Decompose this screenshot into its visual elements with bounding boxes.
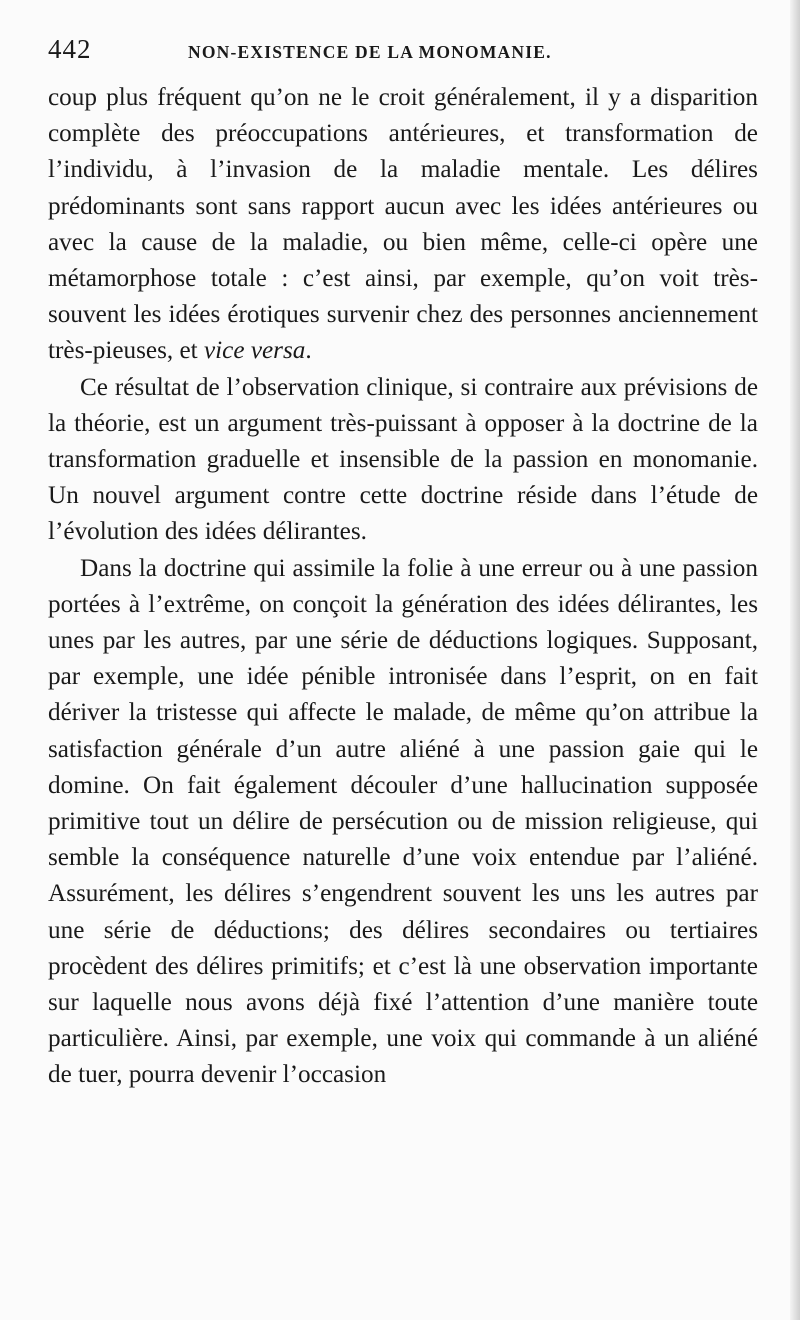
paragraph: Ce résultat de l’observation clinique, si contraire aux prévisions de la théorie, est un argument très-puissant à opposer à la doctrine de la transformation graduelle et insensible de la passion en monomanie. Un nouvel argument contre cette doctrine réside dans l’étude de l’évolution des idées délirantes.: [48, 373, 758, 546]
running-title: NON-EXISTENCE DE LA MONOMANIE.: [188, 42, 552, 62]
body-text: [48, 80, 758, 1094]
paragraph-continued: [48, 80, 758, 370]
italic-phrase: vice versa: [203, 337, 306, 365]
page-header: [48, 34, 752, 74]
page-edge: [790, 0, 800, 1320]
paragraph-text-end: .: [305, 337, 312, 365]
paragraph-text: coup plus fréquent qu’on ne le croit généralement, il y a disparition complète des préoccupations antérieures, et transformation de l’individu, à l’invasion de la maladie mentale. Les délires prédominants sont sans rapport aucun avec les idées antérieures ou avec la cause de la maladie, ou bien même, celle-ci opère une métamorphose totale : c’est ainsi, par exemple, qu’on voit très-souvent les idées érotiques survenir chez des personnes anciennement très-pieuses, et: [48, 84, 758, 365]
paragraph: Dans la doctrine qui assimile la folie à une erreur ou à une passion portées à l’extrême, on conçoit la génération des idées délirantes, les unes par les autres, par une série de déductions logiques. Supposant, par exemple, une idée pénible intronisée dans l’esprit, on en fait dériver la tristesse qui affecte le malade, de même qu’on attribue la satisfaction générale d’un autre aliéné à une passion gaie qui le domine. On fait également découler d’une hallucination supposée primitive tout un délire de persécution ou de mission religieuse, qui semble la conséquence naturelle d’une voix entendue par l’aliéné. Assurément, les délires s’engendrent souvent les uns les autres par une série de déductions; des délires secondaires ou tertiaires procèdent des délires primitifs; et c’est là une observation importante sur laquelle nous avons déjà fixé l’attention d’une manière toute particulière. Ainsi, par exemple, une voix qui commande à un aliéné de tuer, pourra devenir l’occasion: [48, 554, 758, 1089]
page-number: 442: [48, 34, 92, 64]
